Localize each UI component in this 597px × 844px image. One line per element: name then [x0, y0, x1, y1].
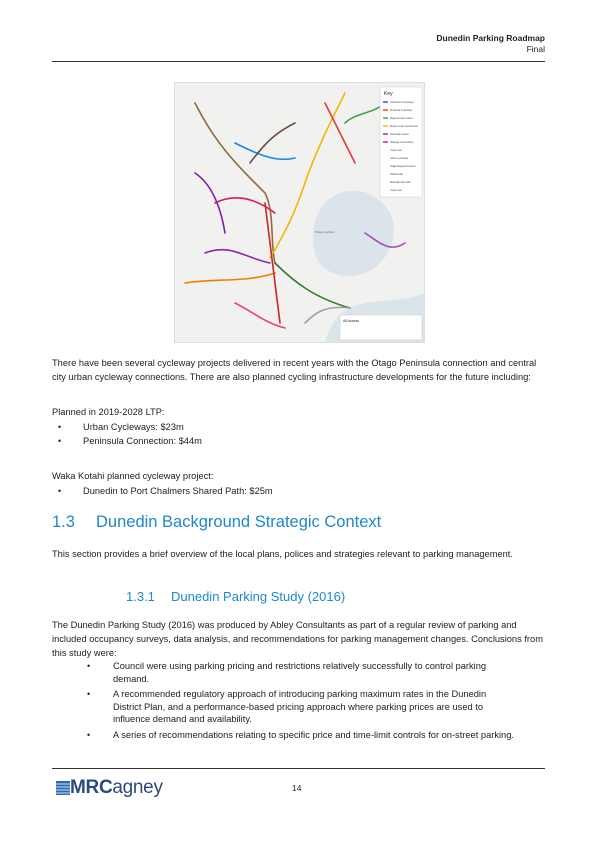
waka-heading: Waka Kotahi planned cycleway project:	[52, 471, 214, 481]
header-rule	[52, 61, 545, 62]
subsection-paragraph: The Dunedin Parking Study (2016) was produced by Abley Consultants as part of a regular review of parking and included occupancy surveys, data analysis, and recommendations for parking management changes. Conclusions from this study were:	[52, 620, 543, 658]
subsection-number: 1.3.1	[126, 589, 155, 604]
svg-text:Cycle route: Cycle route	[390, 189, 403, 192]
svg-text:All Access: All Access	[343, 319, 359, 323]
section-title: Dunedin Background Strategic Context	[96, 513, 382, 531]
svg-text:Peninsula Connection	[175, 82, 177, 83]
document-status: Final	[526, 44, 545, 54]
page-header	[436, 33, 545, 55]
section-number: 1.3	[52, 513, 75, 531]
logo-text: MRCagney	[70, 777, 163, 798]
document-title: Dunedin Parking Roadmap	[436, 33, 545, 43]
cycleway-map	[174, 82, 425, 343]
intro-paragraph: There have been several cycleway projects delivered in recent years with the Otago Peninsula connection and central city urban cycleway connections. There are also planned cycling infrastructure developments for the future including:	[52, 358, 537, 382]
svg-text:Completed Cycleways: Completed Cycleways	[390, 101, 414, 104]
svg-text:Regional cycle routes: Regional cycle routes	[390, 117, 413, 120]
list-item: • Urban Cycleways: $23m	[52, 420, 202, 434]
waka-list	[52, 484, 273, 498]
list-item: • A recommended regulatory approach of introducing parking maximum rates in the Dunedin District Plan, and a performance-based pricing approach where parking prices are used to influence demand and availability.	[85, 688, 515, 726]
company-logo	[56, 777, 163, 799]
svg-text:Otago Regional Council: Otago Regional Council	[390, 165, 416, 168]
logo-mark-icon	[56, 781, 70, 795]
ltp-list	[52, 420, 202, 448]
conclusions-list	[85, 660, 515, 744]
svg-text:Proposed Cycleways: Proposed Cycleways	[390, 109, 413, 112]
svg-text:Mountain bike trails: Mountain bike trails	[390, 181, 411, 184]
list-item: • Dunedin to Port Chalmers Shared Path: $25m	[52, 484, 273, 498]
svg-text:Otago Harbour: Otago Harbour	[315, 230, 335, 234]
list-item: • Peninsula Connection: $44m	[52, 434, 202, 448]
ltp-heading: Planned in 2019-2028 LTP:	[52, 407, 165, 417]
svg-text:Routes under construction: Routes under construction	[390, 125, 418, 128]
svg-text:Cycle route: Cycle route	[390, 149, 403, 152]
map-key-title: Key	[384, 91, 393, 97]
list-item: • Council were using parking pricing and restrictions relatively successfully to control parking demand.	[85, 660, 515, 685]
svg-text:Harbourside: Harbourside	[390, 173, 404, 176]
svg-text:Recreation routes: Recreation routes	[390, 133, 409, 136]
list-item: • A series of recommendations relating to specific price and time-limit controls for on-street parking.	[85, 729, 515, 742]
subsection-heading	[126, 589, 345, 604]
subsection-title: Dunedin Parking Study (2016)	[171, 589, 346, 604]
svg-text:Strategic Connections: Strategic Connections	[390, 141, 414, 144]
section-paragraph: This section provides a brief overview of the local plans, polices and strategies relevant to parking management.	[52, 549, 513, 559]
svg-text:Urban Cycleways	[175, 82, 177, 83]
page-number: 14	[292, 783, 302, 793]
section-heading	[52, 513, 381, 532]
svg-text:Urban cycleways: Urban cycleways	[390, 157, 409, 160]
footer-rule	[52, 768, 545, 769]
